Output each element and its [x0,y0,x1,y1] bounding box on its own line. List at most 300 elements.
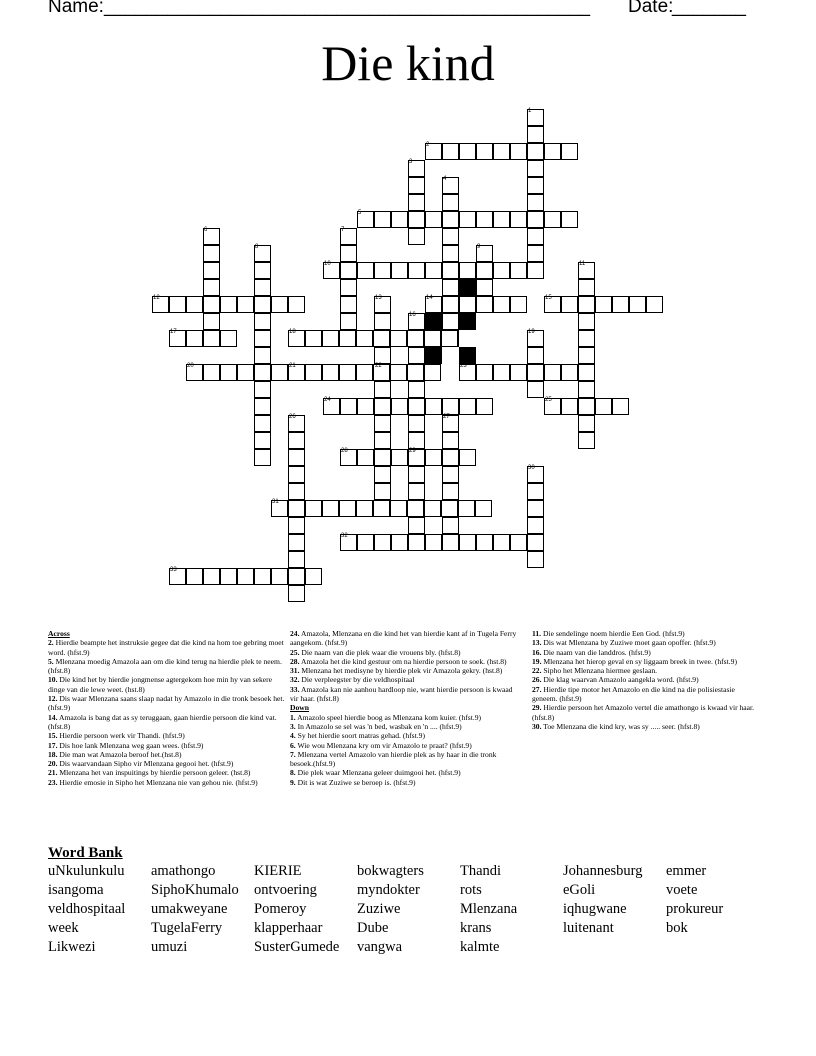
grid-cell[interactable] [544,143,561,160]
clue-number: 6 [204,227,208,233]
clue-number: 19 [528,329,535,335]
grid-cell[interactable] [493,534,510,551]
grid-cell[interactable] [578,347,595,364]
word-bank-word: voete [666,882,698,898]
clue-text: Die naam van die plek waar die vrouens bly. (hfst.8) [299,647,461,657]
grid-cell[interactable] [203,313,220,330]
grid-cell[interactable] [357,262,374,279]
grid-cell[interactable] [254,279,271,296]
grid-cell[interactable] [510,364,527,381]
grid-cell[interactable] [476,262,493,279]
grid-cell[interactable] [339,364,356,381]
grid-cell[interactable] [254,296,271,313]
grid-cell[interactable] [442,398,459,415]
clue-number: 29 [409,448,416,454]
grid-cell[interactable] [374,313,391,330]
grid-cell[interactable] [186,296,203,313]
grid-cell[interactable] [374,466,391,483]
grid-cell[interactable] [391,534,408,551]
grid-cell[interactable] [374,262,391,279]
grid-cell[interactable] [357,398,374,415]
grid-cell[interactable] [442,449,459,466]
grid-cell[interactable] [425,449,442,466]
grid-cell[interactable] [527,534,544,551]
grid-cell[interactable] [357,449,374,466]
clue-text: Amazola is bang dat as sy teruggaan, gaan hierdie persoon die kind vat. (hfst.8) [48,712,277,731]
clue-text: Mlenzana het hierop geval en sy liggaam breek in twee. (hfst.9) [541,656,737,666]
clue-number: 30 [528,465,535,471]
grid-cell[interactable] [425,211,442,228]
word-bank-word: bok [666,920,688,936]
grid-cell[interactable] [442,517,459,534]
grid-cell[interactable] [442,211,459,228]
word-bank-word: week [48,920,79,936]
grid-cell[interactable] [408,483,425,500]
clue-number: 21. [48,768,58,778]
grid-cell[interactable] [203,364,220,381]
grid-cell[interactable] [339,500,356,517]
grid-cell[interactable] [237,568,254,585]
grid-cell[interactable] [340,262,357,279]
grid-cell[interactable] [254,449,271,466]
grid-cell[interactable] [356,364,373,381]
grid-cell[interactable] [288,585,305,602]
clue-text: Dis hoe lank Mlenzana weg gaan wees. (hfst.9) [57,740,204,750]
grid-cell[interactable] [442,296,459,313]
grid-cell[interactable] [561,143,578,160]
grid-cell[interactable] [254,415,271,432]
grid-cell[interactable] [391,449,408,466]
clue-item [48,694,288,713]
clue-text: Dis waar Mlenzana saans slaap nadat hy Amazolo in die tronk besoek het. (hfst.9) [48,694,285,713]
clue-text: Sipho het Mlenzana hiermee geslaan. [541,666,658,676]
grid-cell[interactable] [408,517,425,534]
grid-cell[interactable] [288,466,305,483]
word-bank-word: SusterGumede [254,939,340,955]
grid-cell[interactable] [578,296,595,313]
grid-cell[interactable] [288,483,305,500]
clue-item [290,629,518,648]
grid-cell[interactable] [561,211,578,228]
grid-cell[interactable] [425,534,442,551]
grid-cell[interactable] [527,262,544,279]
grid-cell[interactable] [578,415,595,432]
grid-cell[interactable] [527,500,544,517]
grid-cell[interactable] [374,534,391,551]
grid-cell[interactable] [527,551,544,568]
grid-cell[interactable] [408,228,425,245]
black-square [425,313,442,330]
grid-cell[interactable] [476,364,493,381]
clue-item [532,685,762,704]
clue-text: Die sendelinge noem hierdie Een God. (hfst.9) [541,629,685,638]
clue-number: 5 [358,210,362,216]
clues-column-2 [290,629,518,787]
clue-text: Hierdie tipe motor het Amazolo en die kind na die polisiestasie geneem. (hfst.9) [532,684,735,704]
grid-cell[interactable] [493,211,510,228]
grid-cell[interactable] [493,143,510,160]
grid-cell[interactable] [612,296,629,313]
grid-cell[interactable] [408,211,425,228]
clue-text: Die verpleegster by die veldhospitaal [299,675,415,685]
grid-cell[interactable] [254,330,271,347]
grid-cell[interactable] [510,211,527,228]
grid-cell[interactable] [186,330,203,347]
clue-text: Toe Mlenzana die kind kry, was sy ..... seer. (hfst.8) [541,721,700,731]
grid-cell[interactable] [408,381,425,398]
word-bank-word: eGoli [563,882,596,898]
grid-cell[interactable] [220,568,237,585]
grid-cell[interactable] [476,296,493,313]
name-label: Name: [48,0,104,17]
grid-cell[interactable] [493,296,510,313]
grid-cell[interactable] [612,398,629,415]
grid-cell[interactable] [288,551,305,568]
grid-cell[interactable] [459,211,476,228]
grid-cell[interactable] [527,160,544,177]
word-bank-word: Thandi [460,863,502,879]
grid-cell[interactable] [442,466,459,483]
grid-cell[interactable] [595,398,612,415]
grid-cell[interactable] [271,364,288,381]
grid-cell[interactable] [391,211,408,228]
clue-number: 9. [290,777,296,787]
grid-cell[interactable] [561,364,578,381]
grid-cell[interactable] [305,568,322,585]
grid-cell[interactable] [510,262,527,279]
grid-cell[interactable] [169,296,186,313]
grid-cell[interactable] [578,432,595,449]
grid-cell[interactable] [646,296,663,313]
grid-cell[interactable] [476,534,493,551]
word-bank-word: prokureur [666,901,724,917]
grid-cell[interactable] [475,500,492,517]
grid-cell[interactable] [237,296,254,313]
grid-cell[interactable] [254,432,271,449]
grid-cell[interactable] [476,143,493,160]
grid-cell[interactable] [424,364,441,381]
clue-item [290,722,518,731]
grid-cell[interactable] [390,364,407,381]
grid-cell[interactable] [203,245,220,262]
grid-cell[interactable] [254,568,271,585]
clue-number: 4. [290,731,296,741]
grid-cell[interactable] [527,347,544,364]
grid-cell[interactable] [510,296,527,313]
clue-number: 12. [48,694,58,704]
grid-cell[interactable] [322,364,339,381]
clue-text: Hierdie emosie in Sipho het Mlenzana nie van gehou nie. (hfst.9) [57,777,258,787]
word-bank-word: rots [460,882,482,898]
grid-cell[interactable] [578,313,595,330]
grid-cell[interactable] [390,330,407,347]
grid-cell[interactable] [527,517,544,534]
grid-cell[interactable] [374,449,391,466]
down-heading: Down [290,703,309,713]
grid-cell[interactable] [459,143,476,160]
clue-number: 25 [545,397,552,403]
grid-cell[interactable] [408,398,425,415]
grid-cell[interactable] [527,245,544,262]
clue-number: 2 [426,142,430,148]
grid-cell[interactable] [357,534,374,551]
grid-cell[interactable] [305,330,322,347]
clue-item [48,759,288,768]
grid-cell[interactable] [527,211,544,228]
grid-cell[interactable] [408,194,425,211]
word-bank-word: veldhospitaal [48,901,126,917]
clue-number: 15. [48,731,58,741]
grid-cell[interactable] [544,364,561,381]
grid-cell[interactable] [527,177,544,194]
grid-cell[interactable] [527,381,544,398]
clue-number: 14 [426,295,433,301]
grid-cell[interactable] [527,364,544,381]
grid-cell[interactable] [271,296,288,313]
grid-cell[interactable] [288,568,305,585]
grid-cell[interactable] [186,568,203,585]
grid-cell[interactable] [254,364,271,381]
grid-cell[interactable] [220,296,237,313]
clue-number: 5. [48,656,54,666]
grid-cell[interactable] [203,296,220,313]
grid-cell[interactable] [578,364,595,381]
word-bank-word: uNkulunkulu [48,863,125,879]
grid-cell[interactable] [408,347,425,364]
clue-item [532,675,762,684]
grid-cell[interactable] [442,262,459,279]
clue-item [48,750,288,759]
clue-item [290,713,518,722]
grid-cell[interactable] [203,279,220,296]
clue-text: Amazolo speel hierdie boog as Mlenzana kom kuier. (hfst.9) [295,712,482,722]
grid-cell[interactable] [407,330,424,347]
grid-cell[interactable] [527,228,544,245]
grid-cell[interactable] [510,534,527,551]
clue-item [48,778,288,787]
word-bank-word: umuzi [151,939,188,955]
grid-cell[interactable] [254,262,271,279]
clue-text: Sy het hierdie soort matras gehad. (hfst.9) [295,731,425,741]
grid-cell[interactable] [288,432,305,449]
grid-cell[interactable] [442,143,459,160]
grid-cell[interactable] [340,245,357,262]
clue-number: 31 [272,499,279,505]
grid-cell[interactable] [459,534,476,551]
grid-cell[interactable] [424,500,441,517]
grid-cell[interactable] [288,517,305,534]
grid-cell[interactable] [459,262,476,279]
grid-cell[interactable] [441,330,458,347]
clue-number: 27. [532,684,542,694]
grid-cell[interactable] [407,500,424,517]
grid-cell[interactable] [203,330,220,347]
grid-cell[interactable] [442,279,459,296]
grid-cell[interactable] [203,262,220,279]
clue-number: 6. [290,740,296,750]
grid-cell[interactable] [442,228,459,245]
grid-cell[interactable] [340,296,357,313]
grid-cell[interactable] [459,296,476,313]
clue-text: Die klag waarvan Amazolo aangekla word. (hfst.9) [541,675,699,685]
grid-cell[interactable] [425,398,442,415]
grid-cell[interactable] [476,398,493,415]
grid-cell[interactable] [390,500,407,517]
grid-cell[interactable] [374,432,391,449]
grid-cell[interactable] [408,432,425,449]
black-square [459,279,476,296]
clue-number: 29. [532,703,542,713]
grid-cell[interactable] [407,364,424,381]
grid-cell[interactable] [578,381,595,398]
grid-cell[interactable] [476,279,493,296]
clue-item [290,750,518,769]
clue-number: 24 [324,397,331,403]
clue-number: 7. [290,749,296,759]
grid-cell[interactable] [578,330,595,347]
clue-number: 11 [579,261,586,267]
grid-cell[interactable] [408,534,425,551]
grid-cell[interactable] [339,330,356,347]
grid-cell[interactable] [254,347,271,364]
grid-cell[interactable] [356,330,373,347]
grid-cell[interactable] [493,364,510,381]
clue-number: 17. [48,740,58,750]
grid-cell[interactable] [305,500,322,517]
grid-cell[interactable] [340,398,357,415]
grid-cell[interactable] [203,568,220,585]
word-bank-title: Word Bank [48,845,123,861]
grid-cell[interactable] [425,262,442,279]
grid-cell[interactable] [340,313,357,330]
grid-cell[interactable] [442,534,459,551]
clue-number: 21 [289,363,296,369]
grid-cell[interactable] [424,330,441,347]
grid-cell[interactable] [391,262,408,279]
clue-text: Mlenzana het medisyne by hierdie plek vir Amazola gekry. (hst.8) [299,666,503,676]
grid-cell[interactable] [374,211,391,228]
grid-cell[interactable] [493,262,510,279]
grid-cell[interactable] [373,330,390,347]
clue-text: Die kind het by hierdie jongmense agtergekom hoe min hy van sekere dinge van die lewe weet. (hst.8) [48,675,273,694]
grid-cell[interactable] [459,449,476,466]
grid-cell[interactable] [527,483,544,500]
clue-number: 14. [48,712,58,722]
grid-cell[interactable] [373,500,390,517]
clue-number: 8 [255,244,259,250]
clue-number: 22 [375,363,382,369]
grid-cell[interactable] [527,126,544,143]
grid-cell[interactable] [442,194,459,211]
clue-item [290,648,518,657]
word-bank-word: iqhugwane [563,901,627,917]
name-line[interactable]: ______________________________________________ [104,0,591,17]
word-bank-word: emmer [666,863,707,879]
grid-cell[interactable] [374,483,391,500]
grid-cell[interactable] [271,568,288,585]
grid-cell[interactable] [408,466,425,483]
grid-cell[interactable] [408,177,425,194]
grid-cell[interactable] [595,296,612,313]
grid-cell[interactable] [374,398,391,415]
grid-cell[interactable] [441,500,458,517]
clue-number: 30. [532,721,542,731]
grid-cell[interactable] [527,143,544,160]
grid-cell[interactable] [288,500,305,517]
clue-item [532,638,762,647]
clue-number: 20 [187,363,194,369]
word-bank-word: bokwagters [357,863,424,879]
grid-cell[interactable] [374,347,391,364]
clue-number: 25. [290,647,300,657]
grid-cell[interactable] [458,500,475,517]
grid-cell[interactable] [442,313,459,330]
clue-item [532,629,762,638]
clue-item [532,722,762,731]
clue-number: 10 [324,261,331,267]
word-bank-word: Mlenzana [460,901,518,917]
grid-cell[interactable] [544,211,561,228]
word-bank-word: krans [460,920,492,936]
grid-cell[interactable] [408,415,425,432]
grid-cell[interactable] [288,449,305,466]
grid-cell[interactable] [237,364,254,381]
grid-cell[interactable] [288,534,305,551]
grid-cell[interactable] [374,381,391,398]
grid-cell[interactable] [408,262,425,279]
grid-cell[interactable] [322,500,339,517]
grid-cell[interactable] [391,398,408,415]
clue-item [290,675,518,684]
grid-cell[interactable] [527,194,544,211]
clues-column-1 [48,629,288,787]
grid-cell[interactable] [254,398,271,415]
word-bank-word: Likwezi [48,939,96,955]
grid-cell[interactable] [442,432,459,449]
grid-cell[interactable] [220,364,237,381]
grid-cell[interactable] [442,483,459,500]
clue-number: 32 [341,533,348,539]
grid-cell[interactable] [578,398,595,415]
grid-cell[interactable] [254,381,271,398]
grid-cell[interactable] [561,398,578,415]
grid-cell[interactable] [561,296,578,313]
grid-cell[interactable] [476,211,493,228]
clue-number: 33 [170,567,177,573]
clue-text: Hierdie persoon het Amazolo vertel die amathongo is kwaad vir haar. (hfst.8) [532,703,755,722]
grid-cell[interactable] [356,500,373,517]
grid-cell[interactable] [340,279,357,296]
word-bank-word: Dube [357,920,389,936]
clue-number: 26. [532,675,542,685]
clue-number: 19. [532,656,542,666]
grid-cell[interactable] [459,398,476,415]
grid-cell[interactable] [288,296,305,313]
grid-cell[interactable] [374,415,391,432]
word-bank-word: klapperhaar [254,920,323,936]
grid-cell[interactable] [510,143,527,160]
grid-cell[interactable] [220,330,237,347]
grid-cell[interactable] [305,364,322,381]
grid-cell[interactable] [442,245,459,262]
grid-cell[interactable] [322,330,339,347]
grid-cell[interactable] [578,279,595,296]
clue-item [290,731,518,740]
grid-cell[interactable] [629,296,646,313]
clue-item [290,666,518,675]
date-line[interactable]: _______ [672,0,746,17]
grid-cell[interactable] [254,313,271,330]
